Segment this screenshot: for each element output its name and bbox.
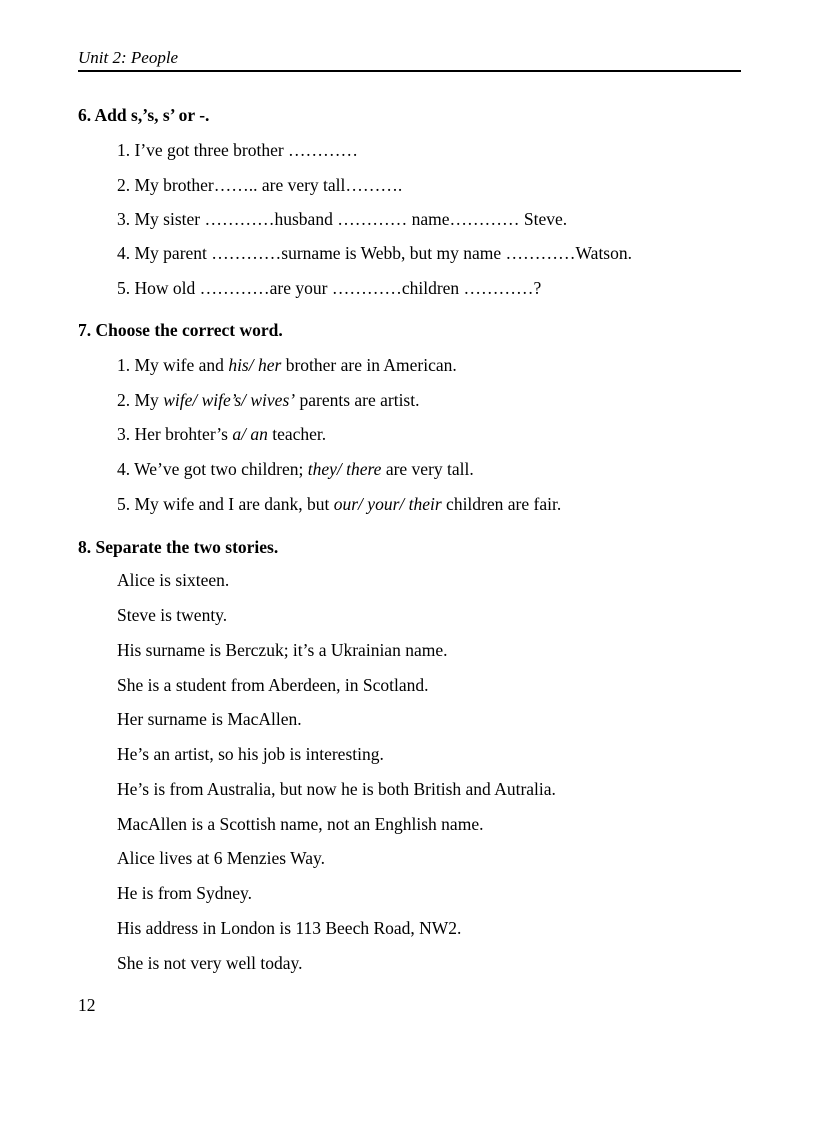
word-choices: they/ there: [307, 459, 382, 479]
item-text: parents are artist.: [295, 390, 420, 410]
exercise-7-item-5: [117, 494, 561, 514]
page-number: 12: [78, 995, 96, 1015]
word-choices: a/ an: [232, 424, 268, 444]
exercise-6-item-2: 2. My brother…….. are very tall……….: [117, 175, 403, 195]
story-line: Alice lives at 6 Menzies Way.: [117, 848, 326, 868]
story-line: His address in London is 113 Beech Road, NW2.: [117, 918, 462, 938]
story-line: She is a student from Aberdeen, in Scotland.: [117, 675, 429, 695]
story-line: He’s is from Australia, but now he is both British and Autralia.: [117, 779, 556, 799]
story-line: Steve is twenty.: [117, 605, 228, 625]
word-choices: his/ her: [228, 355, 282, 375]
story-line: Her surname is MacAllen.: [117, 709, 302, 729]
story-line: Alice is sixteen.: [117, 570, 230, 590]
exercise-7-title: 7. Choose the correct word.: [78, 320, 283, 340]
item-text: children are fair.: [441, 494, 562, 514]
exercise-7-item-1: [117, 355, 457, 375]
item-text: 5. My wife and I are dank, but: [117, 494, 334, 514]
item-text: 3. Her brohter’s: [117, 424, 233, 444]
exercise-6-item-4: 4. My parent …………surname is Webb, but my name …………Watson.: [117, 243, 632, 263]
exercise-7-item-3: [117, 424, 326, 444]
exercise-8-title: 8. Separate the two stories.: [78, 537, 279, 557]
exercise-6-title: 6. Add s,’s, s’ or -.: [78, 105, 210, 125]
story-line: His surname is Berczuk; it’s a Ukrainian name.: [117, 640, 448, 660]
exercise-6-item-1: 1. I’ve got three brother …………: [117, 140, 359, 160]
item-text: 2. My: [117, 390, 164, 410]
item-text: 1. My wife and: [117, 355, 229, 375]
story-line: MacAllen is a Scottish name, not an Enghlish name.: [117, 814, 484, 834]
exercise-6-item-3: 3. My sister …………husband ………… name………… Steve.: [117, 209, 568, 229]
item-text: teacher.: [267, 424, 327, 444]
item-text: 4. We’ve got two children;: [117, 459, 308, 479]
item-text: are very tall.: [381, 459, 474, 479]
word-choices: wife/ wife’s/ wives’: [163, 390, 296, 410]
word-choices: our/ your/ their: [333, 494, 442, 514]
unit-title: Unit 2: People: [78, 48, 179, 67]
exercise-7-item-4: [117, 459, 474, 479]
story-line: He’s an artist, so his job is interesting.: [117, 744, 384, 764]
item-text: brother are in American.: [281, 355, 457, 375]
exercise-7-item-2: [117, 390, 419, 410]
story-line: She is not very well today.: [117, 953, 303, 973]
running-header: [78, 48, 741, 72]
story-line: He is from Sydney.: [117, 883, 252, 903]
exercise-6-item-5: 5. How old …………are your …………children …………?: [117, 278, 542, 298]
